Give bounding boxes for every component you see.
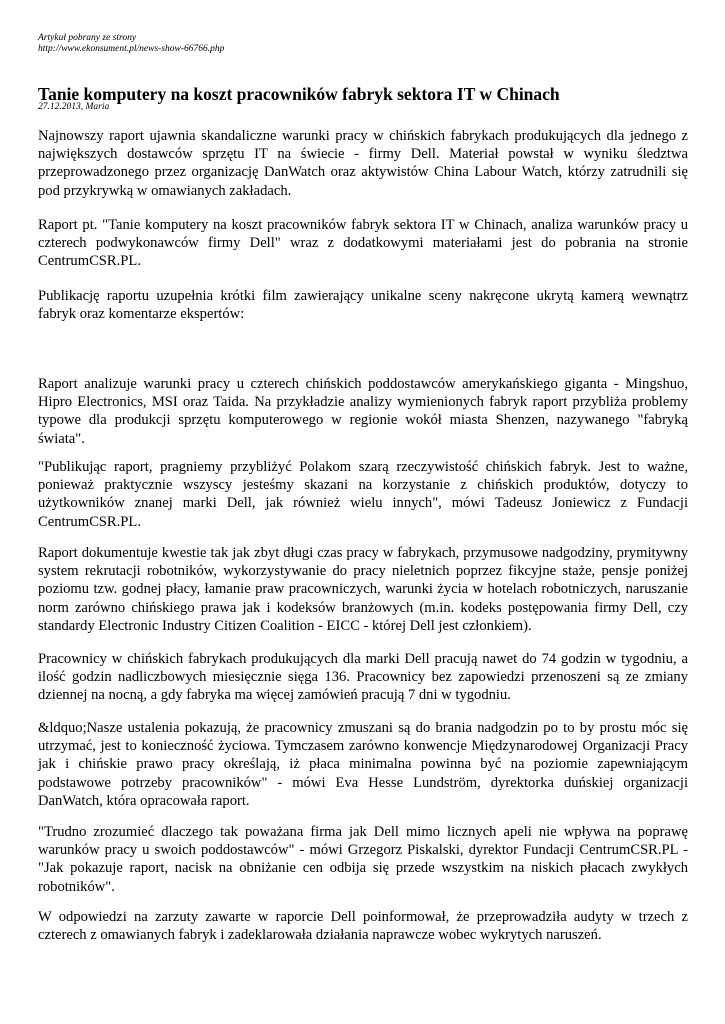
source-note xyxy=(38,33,224,55)
paragraph-1: Najnowszy raport ujawnia skandaliczne warunki pracy w chińskich fabrykach produkujących dla jednego z największych dostawców sprzętu IT na świecie - firmy Dell. Materiał powstał w wyniku śledztwa przeprowadzonego przez organizację DanWatch oraz aktywistów China Labour Watch, którzy zatrudnili się pod przykrywką w omawianych zakładach. xyxy=(38,128,688,199)
paragraph-4: Raport analizuje warunki pracy u czterech chińskich poddostawców amerykańskiego giganta - Mingshuo, Hipro Electronics, MSI oraz Taida. Na przykładzie analizy wymienionych fabryk raport przybliża problemy typowe dla produkcji sprzętu komputerowego w regionie wokół miasta Shenzen, nazywanego "fabryką świata". xyxy=(38,376,688,447)
paragraph-5: "Publikując raport, pragniemy przybliżyć Polakom szarą rzeczywistość chińskich fabryk. Jest to ważne, ponieważ praktycznie wszyscy jesteśmy skazani na korzystanie z chińskich produktów, dotyczy to użytkowników znanej marki Dell, jak również wielu innych", mówi Tadeusz Joniewicz z Fundacji CentrumCSR.PL. xyxy=(38,459,688,530)
paragraph-6: Raport dokumentuje kwestie tak jak zbyt długi czas pracy w fabrykach, przymusowe nadgodziny, prymitywny system rekrutacji robotników, wykorzystywanie do pracy nieletnich poprzez fikcyjne staże, pensje poniżej poziomu tzw. godnej płacy, łamanie praw pracowniczych, warunki życia w hotelach robotniczych, naruszanie norm zarówno chińskiego prawa jak i kodeksów branżowych (m.in. kodeks postępowania firmy Dell, czy standardy Electronic Industry Citizen Coalition - EICC - której Dell jest członkiem). xyxy=(38,545,688,634)
paragraph-3: Publikację raportu uzupełnia krótki film zawierający unikalne sceny nakręcone ukrytą kamerą wewnątrz fabryk oraz komentarze ekspertów: xyxy=(38,288,688,323)
paragraph-8: &ldquo;Nasze ustalenia pokazują, że pracownicy zmuszani są do brania nadgodzin po to by prostu móc się utrzymać, jest to konieczność życiowa. Tymczasem zarówno konwencje Międzynarodowej Organizacji Pracy jak i chińskie prawo pracy określają, iż płaca minimalna powinna być na poziomie zapewniającym podstawowe potrzeby pracowników" - mówi Eva Hesse Lundström, dyrektorka duńskiej organizacji DanWatch, która opracowała raport. xyxy=(38,720,688,809)
paragraph-9: "Trudno zrozumieć dlaczego tak poważana firma jak Dell mimo licznych apeli nie wpływa na poprawę warunków pracy u swoich poddostawców" - mówi Grzegorz Piskalski, dyrektor Fundacji CentrumCSR.PL - "Jak pokazuje raport, nacisk na obniżanie cen odbija się przede wszystkim na niskich płacach zwykłych robotników". xyxy=(38,824,688,895)
source-url: http://www.ekonsument.pl/news-show-66766.php xyxy=(38,44,225,54)
article-title: Tanie komputery na koszt pracowników fabryk sektora IT w Chinach xyxy=(38,84,560,104)
paragraph-2: Raport pt. "Tanie komputery na koszt pracowników fabryk sektora IT w Chinach, analiza warunków pracy u czterech podwykonawców firmy Dell" wraz z dodatkowymi materiałami jest do pobrania na stronie CentrumCSR.PL. xyxy=(38,217,688,270)
paragraph-10: W odpowiedzi na zarzuty zawarte w raporcie Dell poinformował, że przeprowadziła audyty w trzech z czterech z omawianych fabryk i zadeklarowała działania naprawcze wobec wykrytych naruszeń. xyxy=(38,909,688,944)
article-date-author: 27.12.2013, Maria xyxy=(38,102,110,112)
source-label: Artykuł pobrany ze strony xyxy=(38,33,137,43)
paragraph-7: Pracownicy w chińskich fabrykach produkujących dla marki Dell pracują nawet do 74 godzin w tygodniu, a ilość godzin nadliczbowych miesięcznie sięga 136. Pracownicy bez zapowiedzi przenoszeni są ze zmiany dziennej na nocną, a gdy fabryka ma więcej zamówień pracują 7 dni w tygodniu. xyxy=(38,651,688,704)
